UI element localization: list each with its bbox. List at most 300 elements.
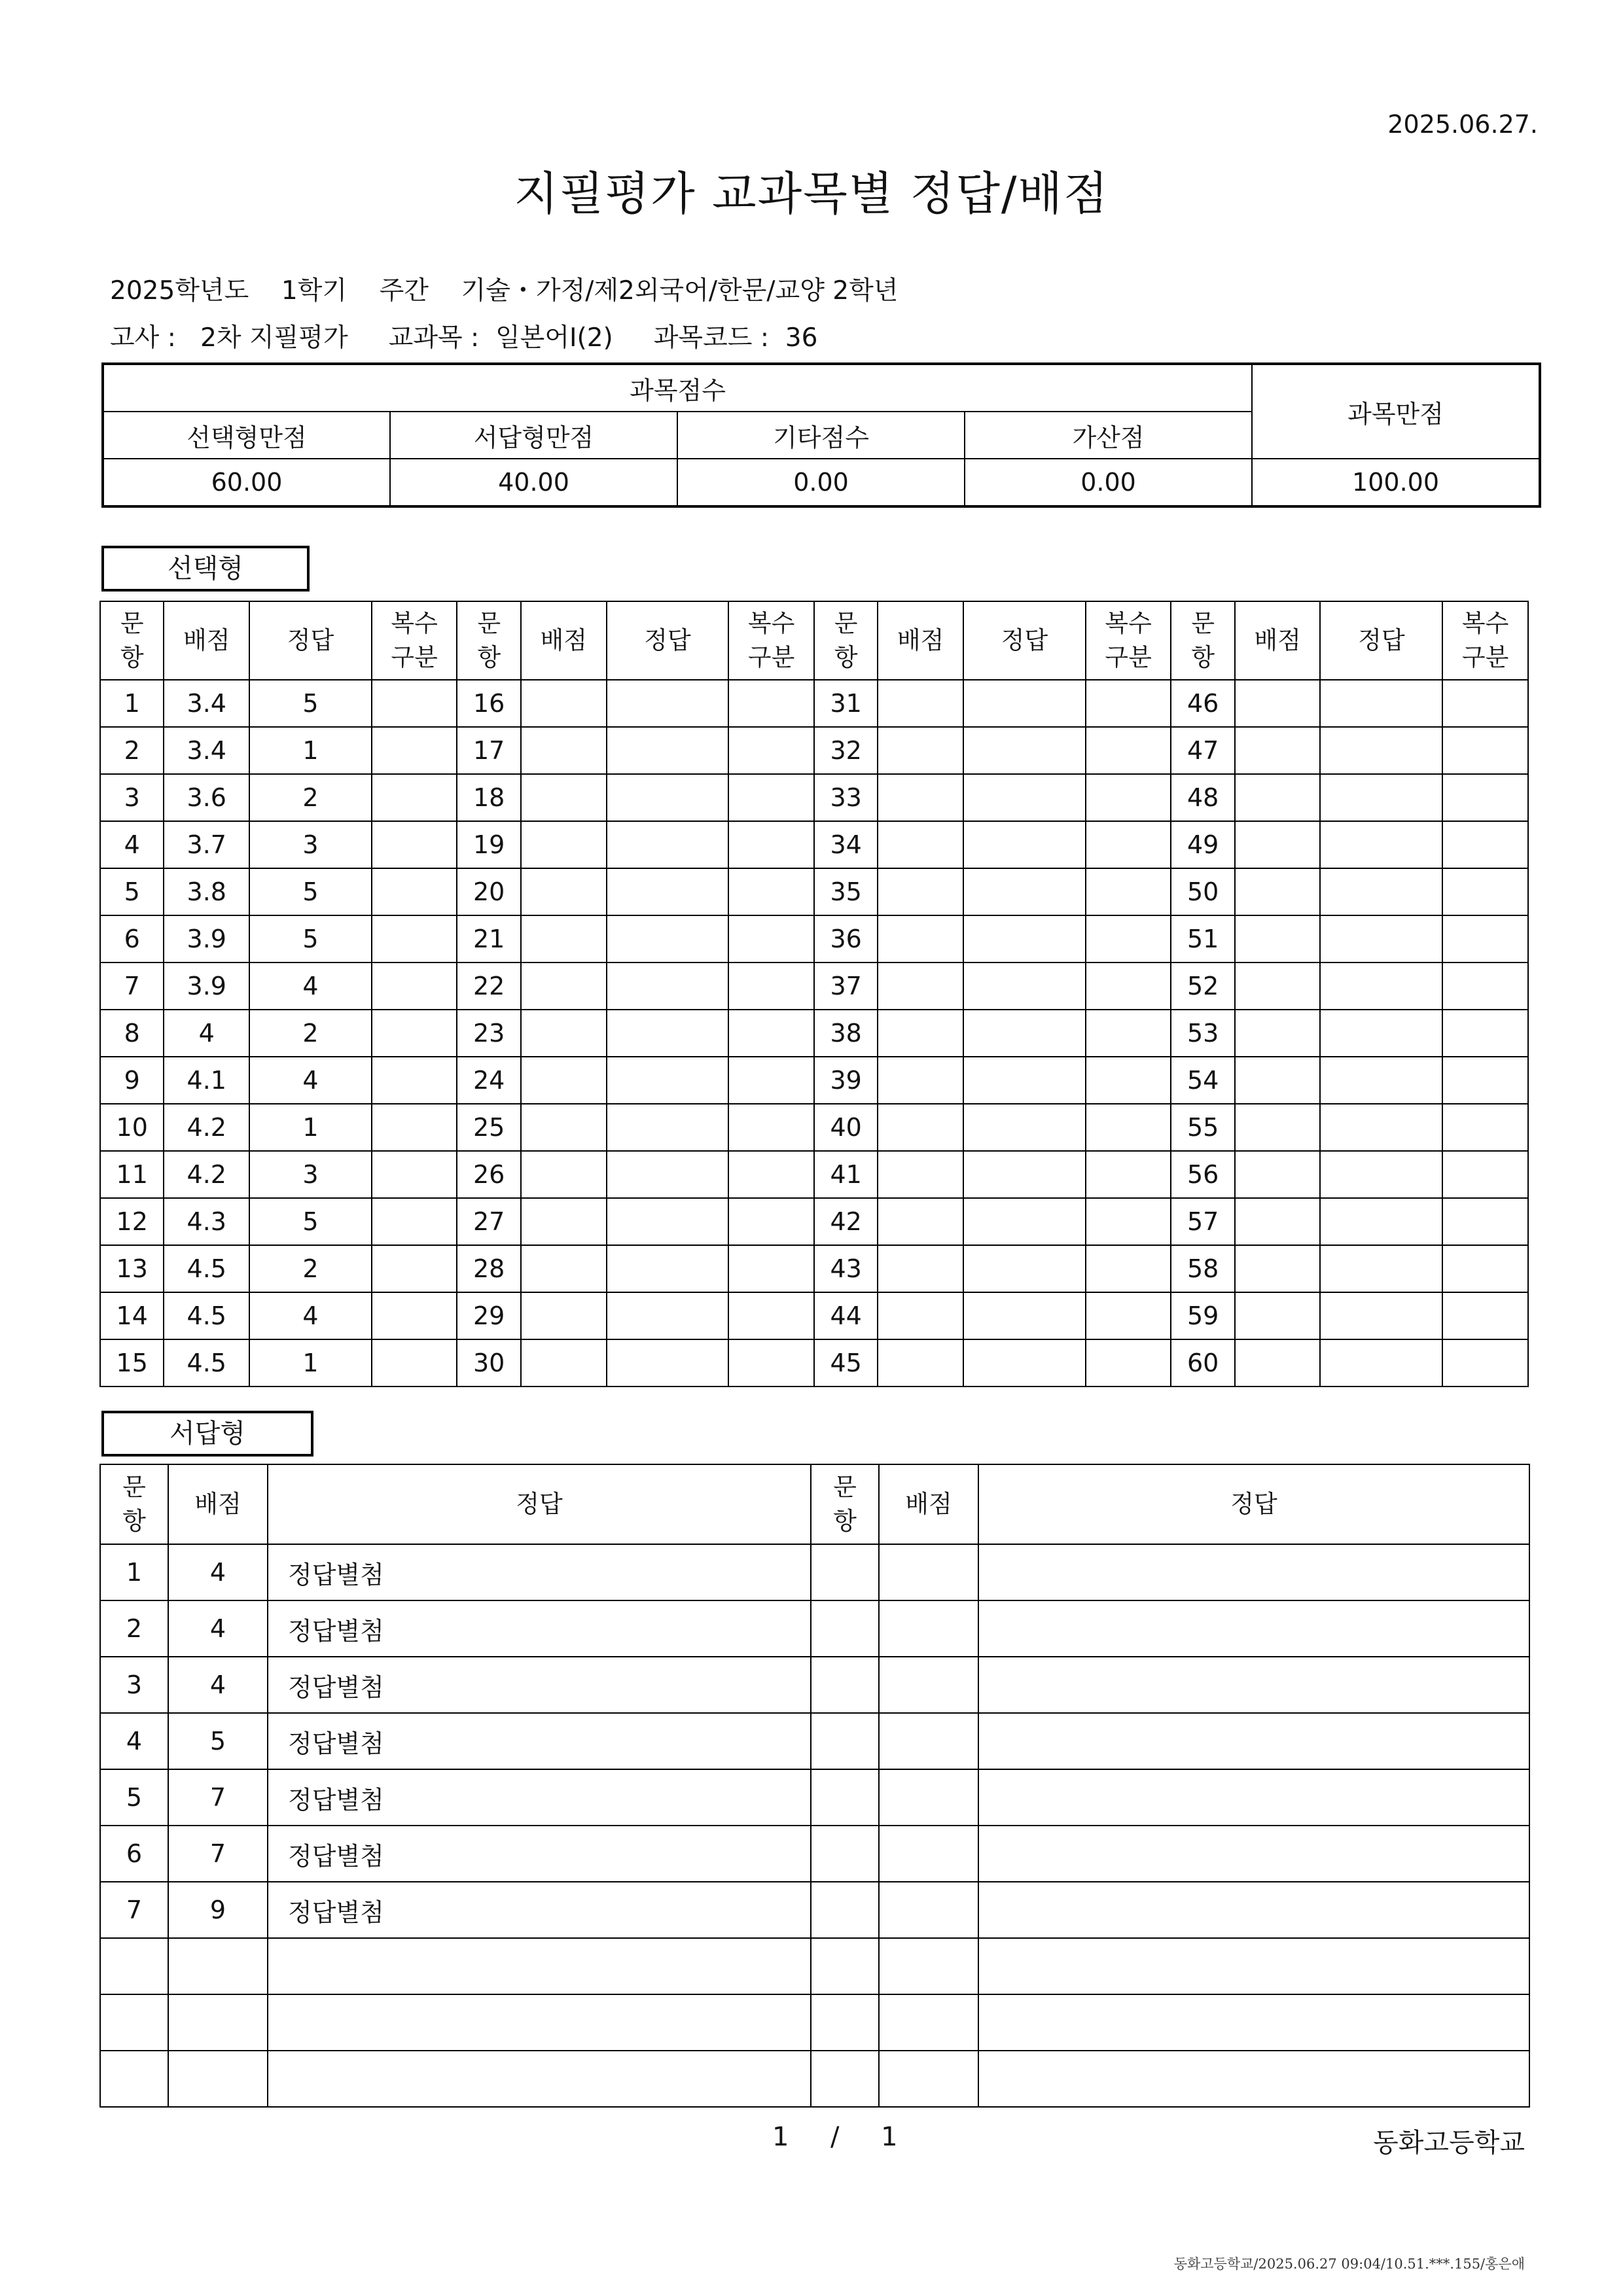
sa-number-cell: 7: [100, 1882, 168, 1938]
header-text: 항: [477, 643, 501, 671]
mc-number-cell: 40: [814, 1104, 878, 1151]
header-text: 구분: [391, 643, 438, 671]
header-text: 구분: [1105, 643, 1152, 671]
mc-answer-cell: [607, 1104, 729, 1151]
mc-score-cell: [1235, 1339, 1321, 1386]
mc-answer-cell: [607, 868, 729, 915]
mc-multi-cell: [1442, 1010, 1528, 1057]
mc-score-cell: [1235, 774, 1321, 821]
mc-multi-cell: [1442, 680, 1528, 727]
mc-multi-cell: [728, 963, 814, 1010]
mc-score-cell: [1235, 1198, 1321, 1245]
sa-header-number: [100, 1464, 168, 1544]
sa-score-cell: [879, 1882, 978, 1938]
mc-score-cell: [878, 915, 963, 963]
mc-header-answer: 정답: [249, 601, 372, 680]
mc-multi-cell: [1086, 1151, 1171, 1198]
mc-answer-cell: [1320, 1245, 1442, 1292]
header-text: 문: [1191, 609, 1215, 637]
mc-multi-cell: [1442, 1245, 1528, 1292]
sa-answer-cell: [268, 1938, 811, 1994]
sa-header-score: 배점: [879, 1464, 978, 1544]
mc-answer-cell: [607, 1151, 729, 1198]
mc-score-cell: [1235, 1245, 1321, 1292]
header-text: 문: [122, 1473, 146, 1501]
sa-answer-cell: [268, 1994, 811, 2051]
multiple-choice-label: 선택형: [101, 546, 310, 592]
mc-multi-cell: [728, 1104, 814, 1151]
mc-score-cell: [878, 821, 963, 868]
mc-number-cell: 39: [814, 1057, 878, 1104]
mc-multi-cell: [728, 1245, 814, 1292]
mc-answer-cell: [963, 868, 1086, 915]
sa-number-cell: 4: [100, 1713, 168, 1769]
mc-score-cell: 3.4: [164, 727, 249, 774]
mc-number-cell: 49: [1171, 821, 1234, 868]
sa-score-cell: 7: [168, 1826, 268, 1882]
mc-number-cell: 21: [457, 915, 520, 963]
mc-number-cell: 32: [814, 727, 878, 774]
mc-multi-cell: [372, 821, 457, 868]
sa-score-cell: 4: [168, 1600, 268, 1657]
table-row: [100, 915, 1528, 963]
mc-score-cell: 3.7: [164, 821, 249, 868]
mc-multi-cell: [728, 727, 814, 774]
mc-score-cell: [1235, 1010, 1321, 1057]
header-text: 복수: [1461, 609, 1509, 637]
mc-score-cell: [878, 963, 963, 1010]
mc-score-cell: 4.3: [164, 1198, 249, 1245]
mc-answer-cell: [607, 1198, 729, 1245]
mc-answer-cell: 4: [249, 1292, 372, 1339]
mc-answer-cell: [607, 1245, 729, 1292]
mc-multi-cell: [728, 1057, 814, 1104]
sa-header-score: 배점: [168, 1464, 268, 1544]
school-name: 동화고등학교: [1373, 2128, 1525, 2158]
header-text: 구분: [747, 643, 795, 671]
mc-number-cell: 42: [814, 1198, 878, 1245]
mc-score-cell: 4.1: [164, 1057, 249, 1104]
mc-number-cell: 52: [1171, 963, 1234, 1010]
sa-score-cell: [879, 1544, 978, 1600]
mc-number-cell: 10: [100, 1104, 164, 1151]
mc-score-cell: [521, 727, 607, 774]
mc-header-multi: [1086, 601, 1171, 680]
mc-answer-cell: 4: [249, 1057, 372, 1104]
mc-score-cell: [521, 821, 607, 868]
mc-number-cell: 37: [814, 963, 878, 1010]
mc-number-cell: 46: [1171, 680, 1234, 727]
mc-number-cell: 45: [814, 1339, 878, 1386]
header-text: 문: [833, 1473, 857, 1501]
mc-answer-cell: [1320, 1104, 1442, 1151]
mc-multi-cell: [372, 1151, 457, 1198]
sa-answer-cell: 정답별첨: [268, 1713, 811, 1769]
header-text: 항: [833, 1507, 857, 1535]
mc-multi-cell: [372, 1198, 457, 1245]
sa-full-value: 40.00: [390, 459, 677, 506]
table-row: [100, 1292, 1528, 1339]
table-row: [100, 727, 1528, 774]
mc-answer-cell: 3: [249, 821, 372, 868]
mc-multi-cell: [372, 680, 457, 727]
mc-answer-cell: [963, 727, 1086, 774]
mc-score-cell: [878, 1198, 963, 1245]
mc-number-cell: 58: [1171, 1245, 1234, 1292]
mc-full-value: 60.00: [103, 459, 390, 506]
mc-score-cell: [1235, 1104, 1321, 1151]
mc-number-cell: 9: [100, 1057, 164, 1104]
sa-answer-cell: 정답별첨: [268, 1657, 811, 1713]
mc-score-cell: [878, 680, 963, 727]
sa-header-answer: 정답: [978, 1464, 1529, 1544]
mc-score-cell: [521, 680, 607, 727]
mc-multi-cell: [728, 1151, 814, 1198]
mc-number-cell: 57: [1171, 1198, 1234, 1245]
mc-answer-cell: [607, 1339, 729, 1386]
mc-score-cell: [521, 1010, 607, 1057]
mc-number-cell: 55: [1171, 1104, 1234, 1151]
full-score-header: 과목만점: [1252, 364, 1540, 459]
mc-number-cell: 22: [457, 963, 520, 1010]
short-answer-table: [99, 1464, 1530, 2108]
mc-score-cell: 3.9: [164, 963, 249, 1010]
mc-multi-cell: [372, 774, 457, 821]
mc-number-cell: 48: [1171, 774, 1234, 821]
mc-answer-cell: [963, 1151, 1086, 1198]
table-row: [100, 1769, 1529, 1826]
mc-number-cell: 44: [814, 1292, 878, 1339]
mc-number-cell: 5: [100, 868, 164, 915]
sa-score-cell: [168, 1938, 268, 1994]
sa-answer-cell: [978, 1769, 1529, 1826]
mc-score-cell: [521, 963, 607, 1010]
short-answer-label: 서답형: [101, 1411, 313, 1457]
mc-answer-cell: [1320, 1010, 1442, 1057]
mc-number-cell: 18: [457, 774, 520, 821]
mc-score-cell: [1235, 727, 1321, 774]
mc-answer-cell: [607, 1057, 729, 1104]
mc-answer-cell: 1: [249, 1104, 372, 1151]
mc-number-cell: 59: [1171, 1292, 1234, 1339]
mc-answer-cell: [963, 1010, 1086, 1057]
mc-score-cell: [1235, 680, 1321, 727]
mc-multi-cell: [1086, 680, 1171, 727]
mc-multi-cell: [372, 1057, 457, 1104]
mc-answer-cell: 2: [249, 1010, 372, 1057]
mc-answer-cell: [607, 727, 729, 774]
mc-number-cell: 24: [457, 1057, 520, 1104]
mc-number-cell: 8: [100, 1010, 164, 1057]
table-row: [100, 1882, 1529, 1938]
mc-full-header: 선택형만점: [103, 412, 390, 459]
mc-answer-cell: [607, 821, 729, 868]
mc-number-cell: 6: [100, 915, 164, 963]
mc-answer-cell: [963, 1292, 1086, 1339]
mc-number-cell: 14: [100, 1292, 164, 1339]
mc-multi-cell: [1086, 1339, 1171, 1386]
mc-header-answer: 정답: [963, 601, 1086, 680]
table-row: [100, 821, 1528, 868]
mc-answer-cell: [963, 915, 1086, 963]
sa-number-cell: [811, 1938, 879, 1994]
mc-multi-cell: [372, 727, 457, 774]
score-summary-table: [101, 362, 1541, 508]
mc-number-cell: 36: [814, 915, 878, 963]
mc-multi-cell: [728, 1010, 814, 1057]
mc-header-multi: [372, 601, 457, 680]
header-text: 항: [120, 643, 144, 671]
mc-multi-cell: [1442, 727, 1528, 774]
mc-number-cell: 26: [457, 1151, 520, 1198]
mc-multi-cell: [372, 1245, 457, 1292]
mc-multi-cell: [1086, 1104, 1171, 1151]
mc-answer-cell: [607, 774, 729, 821]
header-text: 문: [120, 609, 144, 637]
sa-header-answer: 정답: [268, 1464, 811, 1544]
sa-answer-cell: 정답별첨: [268, 1882, 811, 1938]
mc-header-number: [814, 601, 878, 680]
mc-multi-cell: [1086, 1010, 1171, 1057]
mc-answer-cell: [963, 821, 1086, 868]
mc-score-cell: [521, 1151, 607, 1198]
mc-score-cell: [521, 1198, 607, 1245]
mc-answer-cell: [963, 963, 1086, 1010]
mc-score-cell: 3.6: [164, 774, 249, 821]
header-text: 항: [1191, 643, 1215, 671]
sa-number-cell: [100, 1994, 168, 2051]
mc-multi-cell: [1442, 868, 1528, 915]
sa-score-cell: 4: [168, 1657, 268, 1713]
mc-answer-cell: [607, 963, 729, 1010]
mc-multi-cell: [728, 1292, 814, 1339]
table-row: [100, 1938, 1529, 1994]
mc-number-cell: 2: [100, 727, 164, 774]
mc-header-score: 배점: [878, 601, 963, 680]
mc-multi-cell: [1086, 821, 1171, 868]
sa-number-cell: [811, 1769, 879, 1826]
mc-number-cell: 29: [457, 1292, 520, 1339]
header-text: 문: [834, 609, 858, 637]
mc-multi-cell: [372, 1292, 457, 1339]
table-row: [100, 1104, 1528, 1151]
mc-number-cell: 16: [457, 680, 520, 727]
mc-answer-cell: 3: [249, 1151, 372, 1198]
mc-answer-cell: [963, 1339, 1086, 1386]
table-row: [100, 1994, 1529, 2051]
sa-answer-cell: 정답별첨: [268, 1600, 811, 1657]
header-text: 복수: [1105, 609, 1152, 637]
mc-header-number: [100, 601, 164, 680]
sa-number-cell: [811, 1882, 879, 1938]
mc-score-cell: 4: [164, 1010, 249, 1057]
sa-score-cell: [879, 1769, 978, 1826]
sa-answer-cell: [978, 2051, 1529, 2107]
mc-number-cell: 25: [457, 1104, 520, 1151]
mc-score-cell: 3.4: [164, 680, 249, 727]
table-row: [100, 1057, 1528, 1104]
mc-multi-cell: [1442, 1292, 1528, 1339]
mc-multi-cell: [1086, 1057, 1171, 1104]
mc-multi-cell: [1442, 1198, 1528, 1245]
header-text: 구분: [1461, 643, 1509, 671]
mc-header-score: 배점: [521, 601, 607, 680]
mc-score-cell: [1235, 963, 1321, 1010]
mc-multi-cell: [1442, 1104, 1528, 1151]
sa-answer-cell: [978, 1657, 1529, 1713]
mc-score-cell: [1235, 915, 1321, 963]
table-row: [100, 1600, 1529, 1657]
mc-number-cell: 60: [1171, 1339, 1234, 1386]
mc-answer-cell: [1320, 821, 1442, 868]
mc-multi-cell: [1442, 1151, 1528, 1198]
mc-answer-cell: [607, 1010, 729, 1057]
mc-number-cell: 43: [814, 1245, 878, 1292]
bonus-value: 0.00: [965, 459, 1252, 506]
mc-header-answer: 정답: [607, 601, 729, 680]
header-text: 복수: [391, 609, 438, 637]
mc-number-cell: 53: [1171, 1010, 1234, 1057]
mc-number-cell: 38: [814, 1010, 878, 1057]
print-date: 2025.06.27.: [1387, 110, 1538, 139]
mc-answer-cell: [1320, 1292, 1442, 1339]
mc-header-number: [1171, 601, 1234, 680]
mc-answer-cell: 2: [249, 774, 372, 821]
sa-answer-cell: [268, 2051, 811, 2107]
table-row: [100, 963, 1528, 1010]
mc-answer-cell: 5: [249, 680, 372, 727]
sa-header-row: [100, 1464, 1529, 1544]
mc-score-cell: [521, 774, 607, 821]
mc-number-cell: 12: [100, 1198, 164, 1245]
mc-score-cell: [521, 1057, 607, 1104]
sa-answer-cell: [978, 1882, 1529, 1938]
mc-number-cell: 56: [1171, 1151, 1234, 1198]
mc-multi-cell: [728, 774, 814, 821]
mc-score-cell: 3.8: [164, 868, 249, 915]
mc-number-cell: 51: [1171, 915, 1234, 963]
mc-answer-cell: 5: [249, 915, 372, 963]
mc-score-cell: [878, 1104, 963, 1151]
mc-header-score: 배점: [1235, 601, 1321, 680]
sa-number-cell: 2: [100, 1600, 168, 1657]
score-group-header: 과목점수: [103, 364, 1252, 412]
mc-score-cell: [1235, 868, 1321, 915]
mc-score-cell: [878, 1245, 963, 1292]
mc-score-cell: [878, 1057, 963, 1104]
sa-score-cell: [879, 1826, 978, 1882]
sa-score-cell: [879, 1713, 978, 1769]
mc-score-cell: [521, 1292, 607, 1339]
mc-multi-cell: [728, 821, 814, 868]
table-row: [100, 1713, 1529, 1769]
mc-answer-cell: [963, 1245, 1086, 1292]
mc-number-cell: 15: [100, 1339, 164, 1386]
sa-score-cell: 4: [168, 1544, 268, 1600]
mc-score-cell: 4.5: [164, 1245, 249, 1292]
header-text: 항: [834, 643, 858, 671]
mc-number-cell: 31: [814, 680, 878, 727]
mc-header-answer: 정답: [1320, 601, 1442, 680]
mc-answer-cell: 5: [249, 1198, 372, 1245]
sa-answer-cell: 정답별첨: [268, 1544, 811, 1600]
mc-answer-cell: 2: [249, 1245, 372, 1292]
mc-multi-cell: [728, 1339, 814, 1386]
mc-score-cell: 4.2: [164, 1104, 249, 1151]
mc-number-cell: 50: [1171, 868, 1234, 915]
sa-score-cell: 5: [168, 1713, 268, 1769]
mc-multi-cell: [372, 1104, 457, 1151]
table-row: [100, 1339, 1528, 1386]
print-footer-note: 동화고등학교/2025.06.27 09:04/10.51.***.155/홍은애: [1173, 2256, 1525, 2272]
mc-score-cell: [1235, 1057, 1321, 1104]
mc-multi-cell: [1086, 1198, 1171, 1245]
mc-number-cell: 27: [457, 1198, 520, 1245]
mc-multi-cell: [372, 915, 457, 963]
table-row: [100, 1198, 1528, 1245]
mc-answer-cell: [963, 680, 1086, 727]
mc-multi-cell: [1086, 1292, 1171, 1339]
table-row: [100, 1544, 1529, 1600]
mc-header-multi: [1442, 601, 1528, 680]
mc-score-cell: [878, 774, 963, 821]
sa-score-cell: 9: [168, 1882, 268, 1938]
table-row: [100, 1826, 1529, 1882]
mc-number-cell: 47: [1171, 727, 1234, 774]
sa-header-number: [811, 1464, 879, 1544]
table-row: [100, 1010, 1528, 1057]
other-score-value: 0.00: [677, 459, 965, 506]
mc-answer-cell: [1320, 680, 1442, 727]
sa-answer-cell: 정답별첨: [268, 1826, 811, 1882]
mc-answer-cell: [1320, 727, 1442, 774]
mc-score-cell: [1235, 1292, 1321, 1339]
mc-score-cell: 4.5: [164, 1339, 249, 1386]
mc-score-cell: [1235, 1151, 1321, 1198]
mc-score-cell: [878, 868, 963, 915]
table-row: [100, 868, 1528, 915]
mc-answer-cell: [1320, 1339, 1442, 1386]
mc-multi-cell: [372, 1339, 457, 1386]
page-number: 1 / 1: [772, 2122, 898, 2152]
mc-multi-cell: [372, 868, 457, 915]
mc-multi-cell: [1442, 915, 1528, 963]
sa-score-cell: [879, 1938, 978, 1994]
table-row: [100, 2051, 1529, 2107]
mc-number-cell: 28: [457, 1245, 520, 1292]
other-score-header: 기타점수: [677, 412, 965, 459]
mc-score-cell: 4.5: [164, 1292, 249, 1339]
mc-score-cell: [1235, 821, 1321, 868]
mc-score-cell: [521, 1245, 607, 1292]
sa-number-cell: [811, 1994, 879, 2051]
table-row: [100, 774, 1528, 821]
mc-answer-cell: [1320, 963, 1442, 1010]
mc-answer-cell: [607, 680, 729, 727]
mc-score-cell: [878, 1151, 963, 1198]
sa-number-cell: 1: [100, 1544, 168, 1600]
mc-answer-cell: [1320, 1198, 1442, 1245]
sa-number-cell: [811, 1826, 879, 1882]
mc-number-cell: 7: [100, 963, 164, 1010]
mc-header-multi: [728, 601, 814, 680]
mc-score-cell: [878, 1010, 963, 1057]
sa-score-cell: [879, 1994, 978, 2051]
mc-multi-cell: [1442, 774, 1528, 821]
table-row: [100, 680, 1528, 727]
mc-number-cell: 35: [814, 868, 878, 915]
mc-score-cell: [521, 868, 607, 915]
